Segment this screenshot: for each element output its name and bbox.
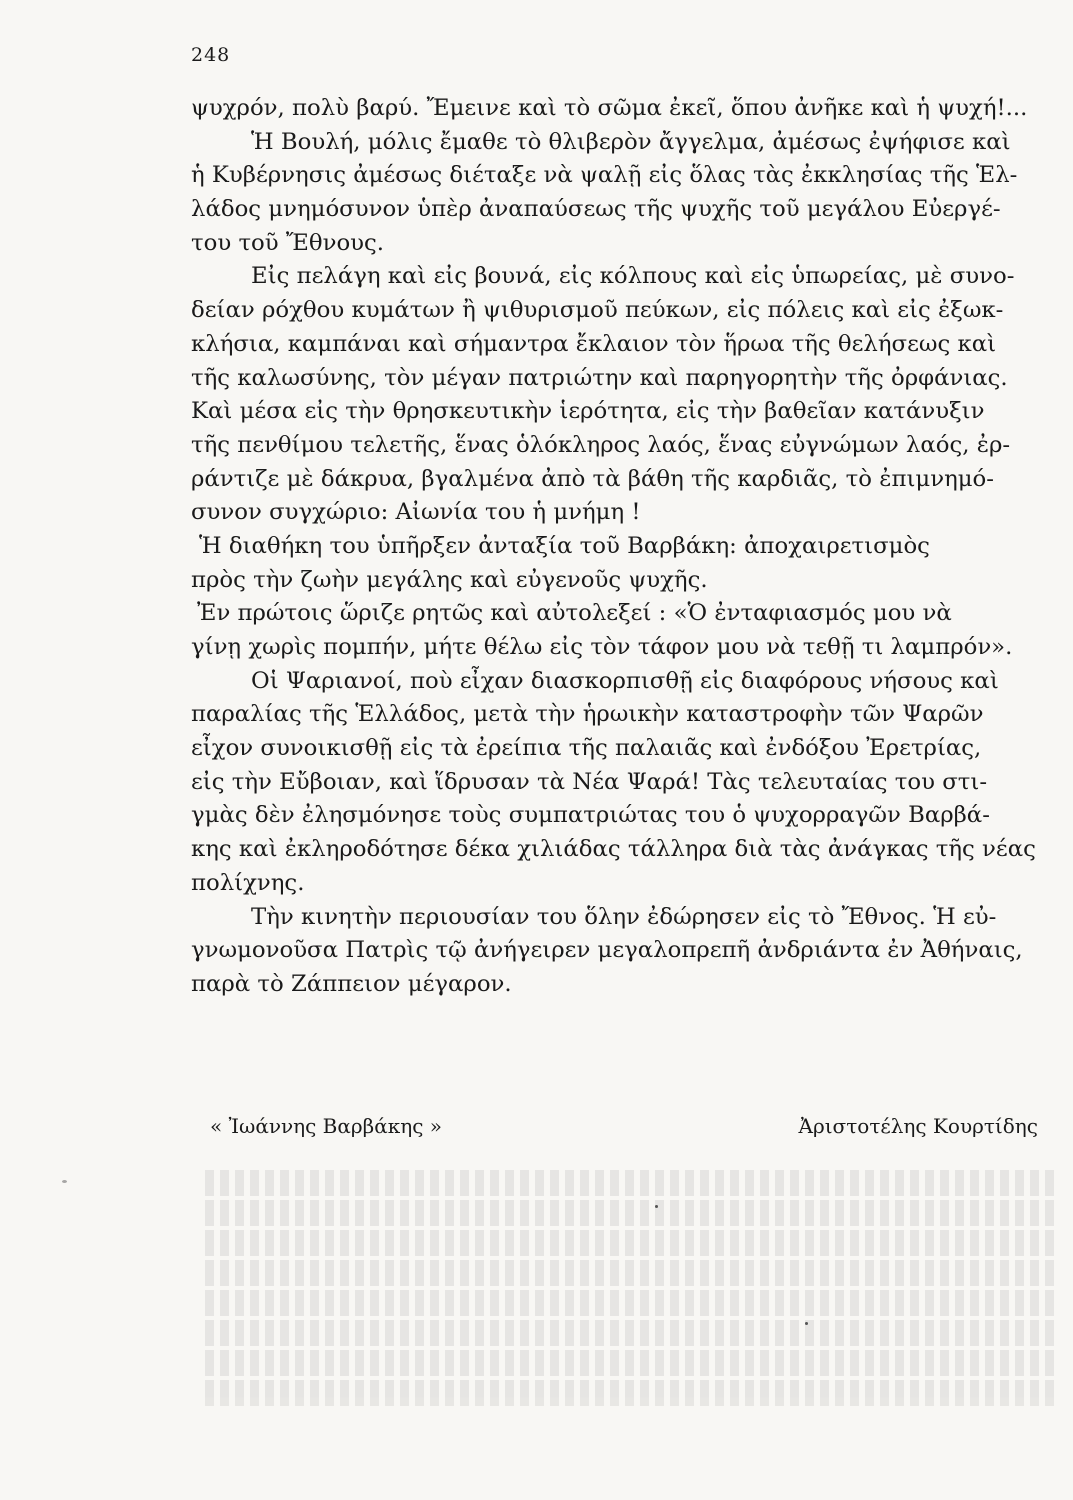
text-line: παραλίας τῆς Ἑλλάδος, μετὰ τὴν ἡρωικὴν καταστροφὴν τῶν Ψαρῶν <box>191 701 984 728</box>
text-line: πολίχνης. <box>191 869 305 896</box>
text-line: τῆς πενθίμου τελετῆς, ἕνας ὁλόκληρος λαός, ἕνας εὐγνώμων λαός, ἐρ- <box>191 431 1011 458</box>
paragraph-start-line: Ἐν πρώτοις ὥριζε ρητῶς καὶ αὐτολεξεί : «Ὁ ἐνταφιασμός μου νὰ <box>197 600 952 627</box>
paragraph-start-line: Οἱ Ψαριανοί, ποὺ εἶχαν διασκορπισθῇ εἰς διαφόρους νήσους καὶ <box>251 667 999 694</box>
paragraph-start-line: Ἡ Βουλή, μόλις ἔμαθε τὸ θλιβερὸν ἄγγελμα, ἀμέσως ἐψήφισε καὶ <box>251 128 1011 155</box>
paragraph-start-line: Τὴν κινητὴν περιουσίαν του ὅλην ἐδώρησεν εἰς τὸ Ἔθνος. Ἡ εὐ- <box>251 903 997 930</box>
paragraph-start-line: Ἡ διαθήκη του ὑπῆρξεν ἀνταξία τοῦ Βαρβάκη: ἀποχαιρετισμὸς <box>199 532 930 559</box>
text-line: πρὸς τὴν ζωὴν μεγάλης καὶ εὐγενοῦς ψυχῆς. <box>191 566 708 593</box>
bleed-through-texture <box>205 1170 1055 1430</box>
text-line: παρὰ τὸ Ζάππειον μέγαρον. <box>191 970 512 997</box>
paragraph-start-line: Εἰς πελάγη καὶ εἰς βουνά, εἰς κόλπους καὶ εἰς ὑπωρείας, μὲ συνο- <box>251 263 1015 290</box>
body-text <box>191 92 1057 1002</box>
text-line: ἡ Κυβέρνησις ἀμέσως διέταξε νὰ ψαλῇ εἰς ὅλας τὰς ἐκκλησίας τῆς Ἑλ- <box>191 162 1018 189</box>
text-line: δείαν ρόχθου κυμάτων ἢ ψιθυρισμοῦ πεύκων, εἰς πόλεις καὶ εἰς ἐξωκ- <box>191 297 1004 324</box>
text-line: εἶχον συνοικισθῇ εἰς τὰ ἐρείπια τῆς παλαιᾶς καὶ ἐνδόξου Ἐρετρίας, <box>191 735 982 762</box>
text-line: γμὰς δὲν ἐλησμόνησε τοὺς συμπατριώτας του ὁ ψυχορραγῶν Βαρβά- <box>191 802 990 829</box>
text-line: ράντιζε μὲ δάκρυα, βγαλμένα ἀπὸ τὰ βάθη τῆς καρδιᾶς, τὸ ἐπιμνημό- <box>191 465 994 492</box>
text-line: κλήσια, καμπάναι καὶ σήμαντρα ἔκλαιον τὸν ἥρωα τῆς θελήσεως καὶ <box>191 330 997 357</box>
source-title: « Ἰωάννης Βαρβάκης » <box>210 1114 442 1138</box>
paper-speck <box>805 1322 808 1325</box>
signature-row <box>210 1114 1038 1146</box>
text-line: Καὶ μέσα εἰς τὴν θρησκευτικὴν ἱερότητα, εἰς τὴν βαθεῖαν κατάνυξιν <box>191 398 985 425</box>
text-line: κης καὶ ἐκληροδότησε δέκα χιλιάδας τάλληρα διὰ τὰς ἀνάγκας τῆς νέας <box>191 836 1036 863</box>
text-line: γνωμονοῦσα Πατρὶς τῷ ἀνήγειρεν μεγαλοπρεπῆ ἀνδριάντα ἐν Ἀθήναις, <box>191 937 1023 964</box>
author-name: Ἀριστοτέλης Κουρτίδης <box>798 1114 1038 1138</box>
paper-speck <box>655 1205 658 1208</box>
text-line: συνον συγχώριο: Αἰωνία του ἡ μνήμη ! <box>191 499 641 526</box>
text-line: ψυχρόν, πολὺ βαρύ. Ἔμεινε καὶ τὸ σῶμα ἐκεῖ, ὅπου ἀνῆκε καὶ ἡ ψυχή!... <box>191 95 1028 121</box>
text-line: τῆς καλωσύνης, τὸν μέγαν πατριώτην καὶ παρηγορητὴν τῆς ὀρφάνιας. <box>191 364 1008 391</box>
paper-speck <box>62 1180 67 1183</box>
text-line: του τοῦ Ἔθνους. <box>191 229 385 256</box>
text-line: γίνῃ χωρὶς πομπήν, μήτε θέλω εἰς τὸν τάφον μου νὰ τεθῇ τι λαμπρόν». <box>191 634 1013 660</box>
text-line: λάδος μνημόσυνον ὑπὲρ ἀναπαύσεως τῆς ψυχῆς τοῦ μεγάλου Εὐεργέ- <box>191 196 1001 223</box>
text-line: εἰς τὴν Εὔβοιαν, καὶ ἵδρυσαν τὰ Νέα Ψαρά! Τὰς τελευταίας του στι- <box>191 768 988 795</box>
page-number: 248 <box>191 44 231 66</box>
